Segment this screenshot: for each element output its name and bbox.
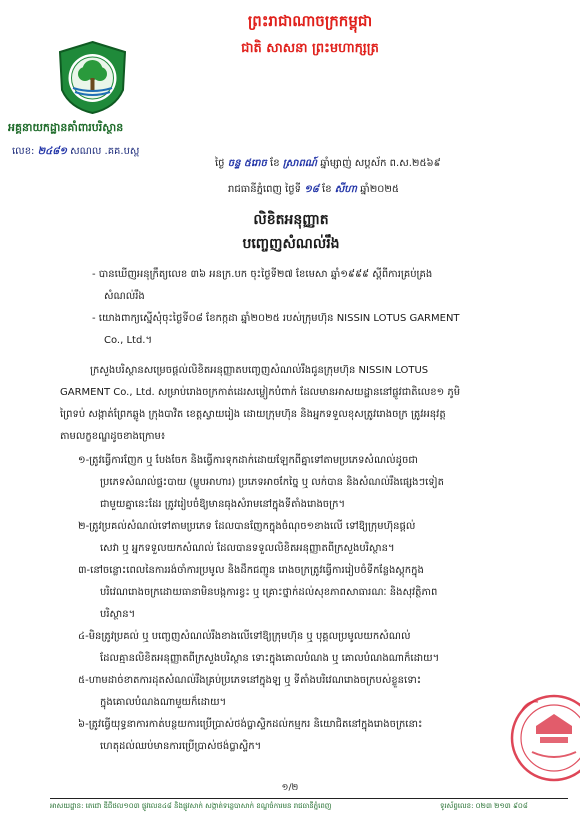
condition-line: ហេតុដល់ឈប់មានការប្រើប្រាស់ថង់ប្លាស្ទិក។ — [100, 741, 262, 752]
ref-suffix: សណល .គគ.បស្ព — [70, 146, 140, 157]
condition-line: ១-ត្រូវធ្វើការញែក ឬ បែងចែក និងធ្វើការទុកដាក់ដោយឡែកពីគ្នាទៅតាមប្រភេទសំណល់ដូចជា — [78, 455, 418, 466]
intro-line: ព្រៃទប់ សង្កាត់ព្រែកឆ្លូង ក្រុងបាវិត ខេត្តស្វាយរៀង ដោយក្រុមហ៊ុន និងអ្នកទទួលខុសត្រូវរោងចក្រ ត្រូវអនុវត្ត — [60, 409, 446, 420]
condition-line: ៥-ហាមដាច់ខាតការដុតសំណល់រឹងគ្រប់ប្រភេទនៅក្នុងឡ ឬ ទីតាំងបរិវេណរោងចក្របស់ខ្លួនទោះ — [78, 675, 422, 686]
condition-line: ២-ត្រូវប្រគល់សំណល់ទៅតាមប្រភេទ ដែលបានញែកក្នុងចំណុច១ខាងលើ ទៅឱ្យក្រុមហ៊ុនផ្តល់ — [78, 521, 416, 532]
motto-heading: ជាតិ សាសនា ព្រះមហាក្សត្រ — [241, 41, 379, 56]
condition-line: ជាមួយគ្នានេះដែរ ត្រូវរៀបចំឱ្យមានធុងសំរាមនៅក្នុងទីតាំងរោងចក្រ។ — [100, 499, 346, 510]
condition-line: ៣-នៅចន្លោះពេលនៃការរង់ចាំការប្រមូល និងដឹកជញ្ជូន រោងចក្រត្រូវធ្វើការរៀបចំទីកន្លែងស្តុកក្នុង — [78, 565, 424, 576]
condition-line: ក្នុងគោលបំណងណាមួយក៏ដោយ។ — [100, 697, 227, 708]
footer-divider — [50, 798, 568, 799]
references-block — [92, 264, 532, 352]
lunar-rest: ឆ្នាំម្សាញ់ សប្តស័ក ព.ស.២៥៦៩ — [320, 158, 441, 169]
lunar-month-handwritten: ស្រាពណ៍ — [282, 158, 317, 169]
ref-label: លេខ: — [12, 146, 35, 157]
intro-line: GARMENT Co., Ltd. សម្រាប់រោងចក្រកាត់ដេរសម្លៀកបំពាក់ ដែលមានអាសយដ្ឋាននៅផ្លូវជាតិលេខ១ ភូមិ — [60, 387, 461, 398]
condition-line: ដែលគ្មានលិខិតអនុញ្ញាតពីក្រសួងបរិស្ថាន ទោះក្នុងគោលបំណង ឬ គោលបំណងណាក៏ដោយ។ — [100, 653, 440, 664]
solar-month-label: ខែ — [322, 184, 332, 195]
conditions-list — [78, 450, 534, 758]
intro-line: តាមលក្ខខណ្ឌដូចខាងក្រោម៖ — [60, 431, 166, 442]
condition-line: សេវា ឬ អ្នកទទួលយកសំណល់ ដែលបានទទួលលិខិតអនុញ្ញាតពីក្រសួងបរិស្ថាន។ — [100, 543, 395, 554]
solar-date — [228, 182, 399, 197]
lunar-prefix: ថ្ងៃ — [215, 158, 225, 169]
intro-line: ក្រសួងបរិស្ថានសម្រេចផ្តល់លិខិតអនុញ្ញាតបញ្ចេញសំណល់រឹងជូនក្រុមហ៊ុន NISSIN LOTUS — [90, 365, 429, 376]
reference-line: សំណល់រឹង — [104, 291, 145, 302]
reference-line: - យោងពាក្យស្នើសុំចុះថ្ងៃទី០៨ ខែកក្កដា ឆ្នាំ២០២៥ របស់ក្រុមហ៊ុន NISSIN LOTUS GARMENT — [92, 313, 460, 324]
lunar-date — [215, 156, 441, 171]
solar-day-handwritten: ១៨ — [304, 184, 319, 195]
solar-month-handwritten: សីហា — [334, 184, 357, 195]
footer-phone: ទូរស័ព្ទលេខ: ០២៣ ២១៣ ៩០៨ — [440, 802, 528, 810]
kingdom-heading: ព្រះរាជាណាចក្រកម្ពុជា — [247, 12, 373, 30]
reference-number — [12, 144, 139, 159]
ref-number-handwritten: ២៤៨១ — [37, 146, 67, 157]
document-subtitle: បញ្ចេញសំណល់រឹង — [242, 236, 340, 252]
lunar-day-handwritten: ចន្ទ ៥រោច — [227, 158, 267, 169]
condition-line: បរិវេណរោងចក្រដោយធានាមិនបង្កការខ្វះ ឬ គ្រោះថ្នាក់ដល់សុខភាពសាធារណៈ និងសុវត្ថិភាព — [100, 587, 438, 598]
page-number: ១/២ — [281, 783, 299, 793]
solar-prefix: រាជធានីភ្នំពេញ ថ្ងៃទី — [228, 184, 302, 195]
ministry-logo — [55, 40, 130, 115]
condition-line: ៤-មិនត្រូវប្រគល់ ឬ បញ្ចេញសំណល់រឹងខាងលើទៅឱ្យក្រុមហ៊ុន ឬ បុគ្គលប្រមូលយកសំណល់ — [78, 631, 411, 642]
intro-paragraph — [60, 360, 532, 448]
document-title: លិខិតអនុញ្ញាត — [253, 212, 329, 228]
department-name: អគ្គនាយកដ្ឋានគាំពារបរិស្ថាន — [8, 121, 124, 134]
footer-address: អាសយដ្ឋាន: តេជោ ឌីជីថល១០៣ ផ្លូវលេខ៤៨ និងផ្លូវសាក់ សង្កាត់ទន្លេបាសាក់ ខណ្ឌចំការមន រាជធានីភ្នំពេញ — [50, 802, 332, 810]
condition-line: បរិស្ថាន។ — [100, 609, 136, 620]
solar-year: ឆ្នាំ២០២៥ — [360, 184, 399, 195]
lunar-month-label: ខែ — [270, 158, 280, 169]
reference-line: - បានឃើញអនុក្រឹត្យលេខ ៣៦ អនក្រ.បក ចុះថ្ងៃទី២៧ ខែមេសា ឆ្នាំ១៩៩៩ ស្តីពីការគ្រប់គ្រង — [92, 269, 433, 280]
condition-line: ប្រភេទសំណល់ផ្ទះបាយ (ម្ហូបអាហារ) ប្រភេទអាចកែច្នៃ ឬ លក់បាន និងសំណល់រឹងផ្សេងៗទៀត — [100, 477, 444, 488]
reference-line: Co., Ltd.។ — [104, 335, 153, 346]
condition-line: ៦-ត្រូវធ្វើយុទ្ធនាការកាត់បន្ថយការប្រើប្រាស់ថង់ប្លាស្ទិកដល់កម្មករ និយោជិតនៅក្នុងរោងចក្រនោះ — [78, 719, 423, 730]
official-seal-stamp — [492, 690, 580, 785]
